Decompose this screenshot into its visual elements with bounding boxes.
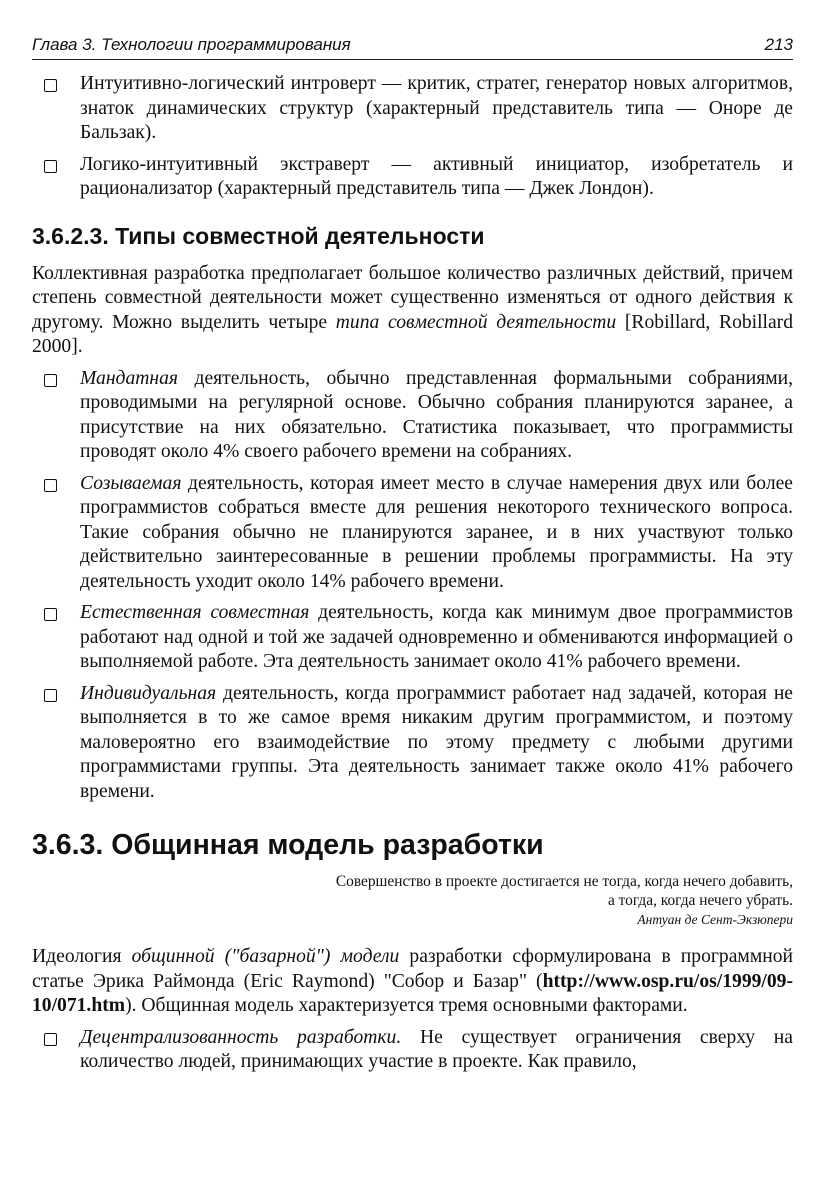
checkbox-bullet-icon: [44, 479, 57, 492]
checkbox-bullet-icon: [44, 608, 57, 621]
list-item: [32, 367, 793, 465]
article-url: http://www.osp.ru/os/1999/09-10/071.htm: [32, 970, 793, 1016]
list-item: [32, 1026, 793, 1075]
checkbox-bullet-icon: [44, 374, 57, 387]
checkbox-bullet-icon: [44, 79, 57, 92]
list-item: [32, 72, 793, 146]
emphasis-term: общинной ("базарной") модели: [131, 946, 400, 967]
bullet-text: деятельность, обычно представленная формальными собраниями, проводимыми на регулярной основе. Обычно собрания планируются заранее, а присутствие на них обязательно. Статистика показывает, что программисты проводят около 4% своего рабочего времени на собраниях.: [80, 367, 793, 462]
bullet-text: деятельность, когда как минимум двое программистов работают над одной и той же задачей одновременно и обмениваются информацией о выполняемой работе. Эта деятельность занимает около 41% рабочего времени.: [80, 602, 793, 672]
checkbox-bullet-icon: [44, 160, 57, 173]
epigraph: [32, 872, 793, 929]
paragraph-text: Коллективная разработка предполагает большое количество различных действий, причем степень совместной деятельности может существенно изменяться от одного действия к другому. Можно выделить четыре: [32, 262, 793, 333]
book-page: [32, 34, 793, 1075]
paragraph-community-model: [32, 945, 793, 1019]
bullet-text: Не существует ограничения сверху на количество людей, принимающих участие в проекте. Как правило,: [80, 1026, 793, 1072]
bullet-term: Индивидуальная: [80, 682, 217, 704]
bullet-term: Созываемая: [80, 472, 182, 494]
paragraph-text: Идеология: [32, 946, 132, 967]
paragraph-text: ). Общинная модель характеризуется тремя основными факторами.: [125, 995, 688, 1016]
list-item: [32, 472, 793, 595]
checkbox-bullet-icon: [44, 1033, 57, 1046]
bullet-text: Логико-интуитивный экстраверт — активный инициатор, изобретатель и рационализатор (характерный представитель типа — Джек Лондон).: [80, 153, 793, 199]
list-item: [32, 153, 793, 202]
bullet-term: Мандатная: [80, 367, 179, 389]
paragraph-text: разработки сформулирована в программной статье Эрика Раймонда (Eric Raymond) "Собор и Базар" (: [32, 946, 793, 992]
epigraph-author: Антуан де Сент-Экзюпери: [637, 912, 793, 927]
checkbox-bullet-icon: [44, 689, 57, 702]
intro-bullet-list: [32, 72, 793, 202]
epigraph-line: Совершенство в проекте достигается не тогда, когда нечего добавить,: [335, 873, 793, 890]
running-head: [32, 34, 793, 60]
epigraph-line: а тогда, когда нечего убрать.: [607, 892, 793, 909]
chapter-title: Глава 3. Технологии программирования: [32, 35, 351, 54]
page-number: 213: [764, 35, 793, 54]
community-factors-list: [32, 1026, 793, 1075]
list-item: [32, 682, 793, 805]
list-item: [32, 601, 793, 675]
bullet-term: Децентрализованность разработки.: [80, 1026, 402, 1048]
bullet-text: деятельность, которая имеет место в случае намерения двух или более программистов собраться вместе для решения некоторого технического вопроса. Такие собрания обычно не планируются заранее, и в них участвуют только действительно заинтересованные в решении проблемы программисты. На эту деятельность уходит около 14% рабочего времени.: [80, 472, 793, 592]
section-heading-3623: 3.6.2.3. Типы совместной деятельности: [32, 222, 485, 249]
paragraph-collective-development: [32, 262, 793, 360]
paragraph-citation: [Robillard, Robillard 2000].: [32, 311, 794, 357]
activity-types-list: [32, 367, 793, 805]
bullet-text: Интуитивно-логический интроверт — критик, стратег, генератор новых алгоритмов, знаток динамических структур (характерный представитель типа — Оноре де Бальзак).: [80, 73, 793, 143]
bullet-text: деятельность, когда программист работает над задачей, которая не выполняется в то же самое время никаким другим программистом, и поэтому маловероятно его взаимодействие по этому предмету с любыми другими программистами группы. Эта деятельность занимает также около 41% рабочего времени.: [80, 682, 793, 802]
section-heading-363: 3.6.3. Общинная модель разработки: [32, 829, 544, 861]
emphasis-term: типа совместной деятельности: [335, 311, 617, 333]
bullet-term: Естественная совместная: [80, 602, 310, 623]
